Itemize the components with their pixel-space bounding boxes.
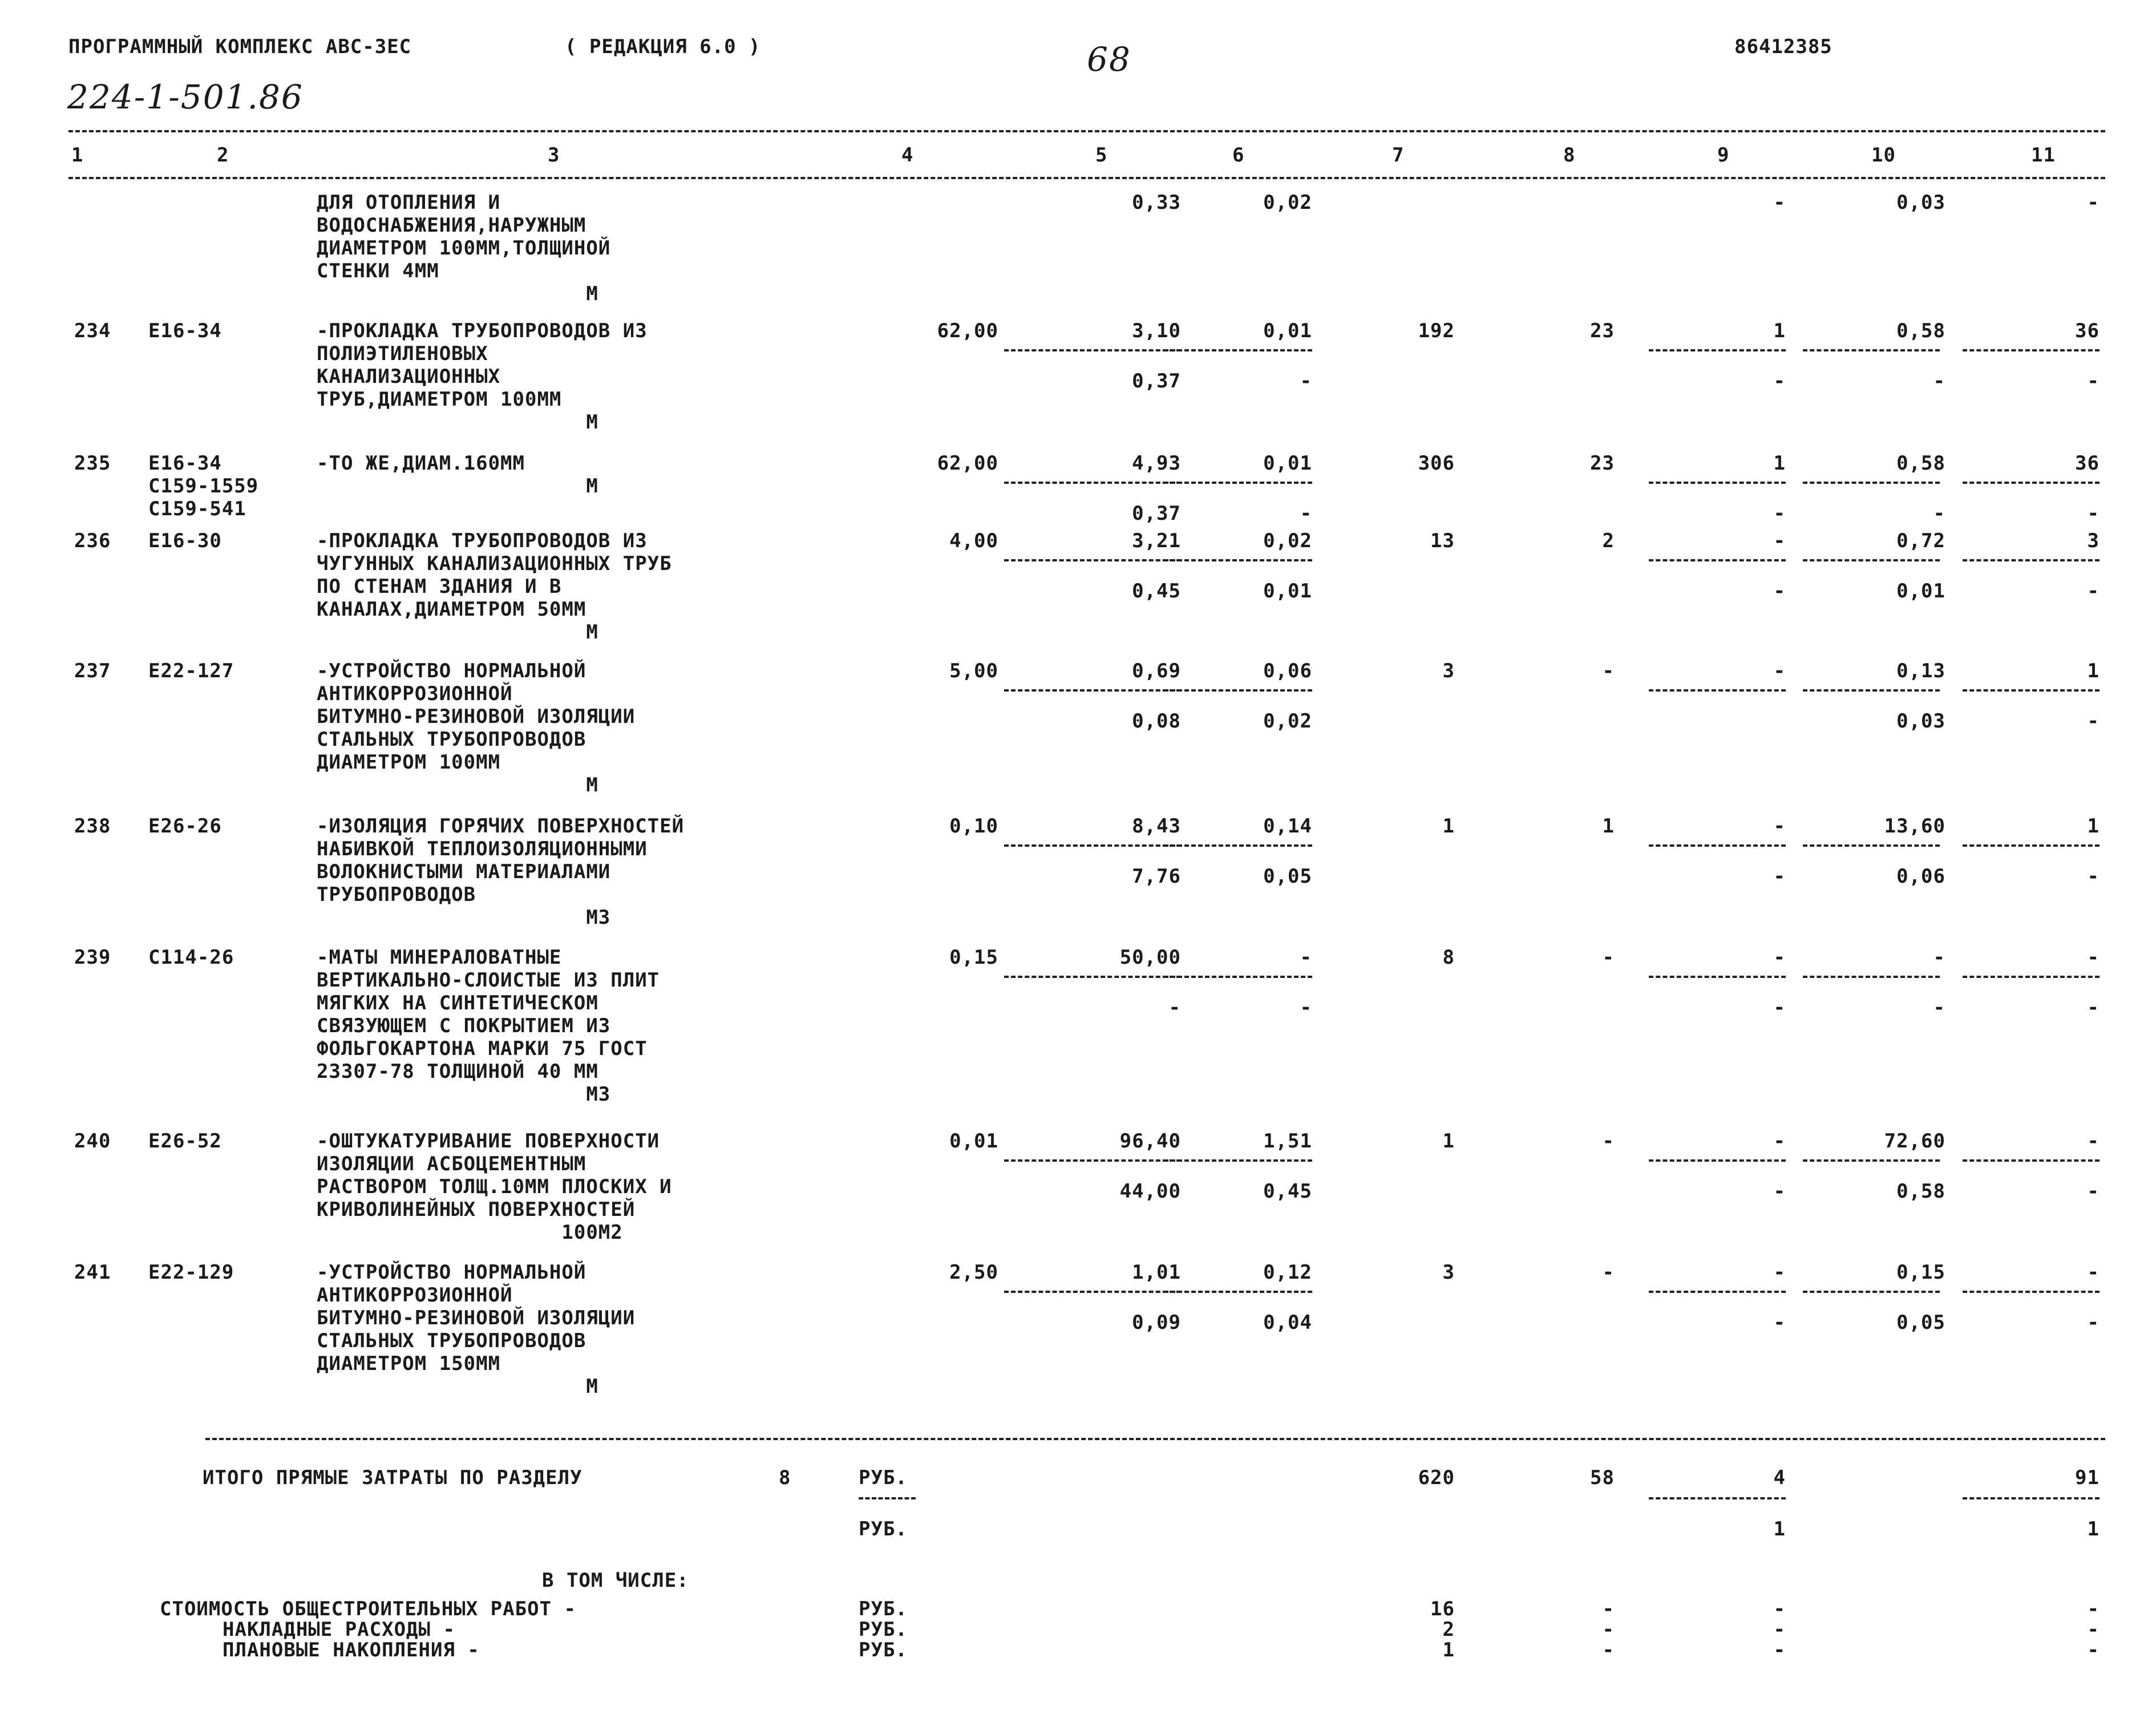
row-rule-c9 [1649, 844, 1786, 847]
row-code: Е26-52 [148, 1130, 222, 1153]
edition-label: ( РЕДАКЦИЯ 6.0 ) [565, 35, 761, 58]
totals-col9-b: 1 [1773, 1518, 1786, 1541]
row-c11b: - [2087, 996, 2100, 1019]
row-c9: - [1773, 1130, 1786, 1153]
row-code: Е16-34 [148, 320, 222, 342]
row-rule-c6 [1164, 559, 1312, 561]
row-c5b: 7,76 [1132, 865, 1181, 888]
row-c10b: 0,01 [1896, 580, 1945, 603]
row-rule-c6 [1164, 1291, 1312, 1293]
row-description: -МАТЫ МИНЕРАЛОВАТНЫЕ ВЕРТИКАЛЬНО-СЛОИСТЫЕ ИЗ ПЛИТ МЯГКИХ НА СИНТЕТИЧЕСКОМ СВЯЗУЮЩЕМ С ПОКРЫТИЕМ ИЗ ФОЛЬГОКАРТОНА МАРКИ 75 ГОСТ 23307-78 ТОЛЩИНОЙ 40 ММ М3 [317, 946, 660, 1106]
row-c5: 50,00 [1119, 946, 1181, 969]
row-rule-c10 [1803, 559, 1940, 561]
totals-line-col8: - [1602, 1618, 1615, 1641]
row-rule-c5 [1004, 349, 1181, 351]
row-c9b: - [1773, 370, 1786, 393]
project-number: 224-1-501.86 [67, 78, 304, 116]
row-c4: 4,00 [949, 529, 998, 552]
column-header-5: 5 [1095, 144, 1108, 167]
row-c5b: 0,37 [1132, 370, 1181, 393]
totals-line-col11: - [2087, 1598, 2100, 1620]
row-c9: - [1773, 946, 1786, 969]
totals-unit-2: РУБ. [859, 1518, 908, 1541]
row-rule-c10 [1803, 844, 1940, 847]
row-c10b: - [1933, 996, 1945, 1019]
row-c7: 8 [1442, 946, 1455, 969]
header-rule-top [68, 130, 2105, 132]
totals-col7: 620 [1418, 1466, 1455, 1489]
row-rule-c5 [1004, 482, 1181, 484]
row-description: -ТО ЖЕ,ДИАМ.160ММ М [317, 452, 598, 498]
row-rule-c5 [1004, 1291, 1181, 1293]
row-c6b: - [1300, 502, 1312, 525]
row-c11: - [2087, 946, 2100, 969]
row-c4: 0,15 [949, 946, 998, 969]
row-c11b: - [2087, 502, 2100, 525]
row-c8: 1 [1602, 815, 1615, 838]
row-rule-c11 [1963, 482, 2100, 484]
row-c8: 23 [1590, 452, 1615, 475]
row-c9: - [1773, 660, 1786, 682]
row-c4: 2,50 [949, 1261, 998, 1284]
row-code: Е22-127 [148, 660, 234, 682]
row-rule-c11 [1963, 559, 2100, 561]
row-c11: - [2087, 1261, 2100, 1284]
row-rule-c9 [1649, 559, 1786, 561]
row-c10: - [1933, 946, 1945, 969]
row-c8: - [1602, 1130, 1615, 1153]
totals-line-col7: 16 [1430, 1598, 1455, 1620]
column-header-9: 9 [1717, 144, 1730, 167]
row-description: -ПРОКЛАДКА ТРУБОПРОВОДОВ ИЗ ПОЛИЭТИЛЕНОВЫХ КАНАЛИЗАЦИОННЫХ ТРУБ,ДИАМЕТРОМ 100ММ М [317, 320, 648, 434]
column-header-1: 1 [71, 144, 84, 167]
row-rule-c11 [1963, 689, 2100, 692]
totals-unit: РУБ. [859, 1466, 908, 1489]
row-rule-c6 [1164, 1159, 1312, 1162]
row-c5: 0,33 [1132, 191, 1181, 214]
row-c11b: - [2087, 865, 2100, 888]
totals-col11: 91 [2075, 1466, 2100, 1489]
row-code: Е22-129 [148, 1261, 234, 1284]
row-c11: 3 [2087, 529, 2100, 552]
header-rule-bottom [68, 177, 2105, 179]
row-c9b: - [1773, 1311, 1786, 1334]
row-c9: - [1773, 815, 1786, 838]
row-c11b: - [2087, 370, 2100, 393]
row-c11: 36 [2075, 320, 2100, 342]
row-c10: 13,60 [1884, 815, 1945, 838]
row-rule-c10 [1803, 349, 1940, 351]
row-c9b: - [1773, 502, 1786, 525]
row-c9: 1 [1773, 452, 1786, 475]
row-rule-c6 [1164, 976, 1312, 978]
row-c10b: - [1933, 370, 1945, 393]
row-c7: 13 [1430, 529, 1455, 552]
row-rule-c9 [1649, 349, 1786, 351]
totals-including: В ТОМ ЧИСЛЕ: [542, 1569, 689, 1592]
row-c5b: 0,45 [1132, 580, 1181, 603]
totals-line-col11: - [2087, 1618, 2100, 1641]
row-c6b: 0,02 [1263, 710, 1312, 733]
row-c7: 3 [1442, 660, 1455, 682]
column-header-3: 3 [548, 144, 560, 167]
row-c11: 1 [2087, 815, 2100, 838]
row-code: Е26-26 [148, 815, 222, 838]
row-c7: 1 [1442, 815, 1455, 838]
row-code: С114-26 [148, 946, 234, 969]
column-header-4: 4 [901, 144, 914, 167]
row-rule-c10 [1803, 976, 1940, 978]
row-c8: - [1602, 660, 1615, 682]
row-c5b: - [1168, 996, 1181, 1019]
column-header-6: 6 [1232, 144, 1245, 167]
row-description: -ПРОКЛАДКА ТРУБОПРОВОДОВ ИЗ ЧУГУННЫХ КАНАЛИЗАЦИОННЫХ ТРУБ ПО СТЕНАМ ЗДАНИЯ И В КАНАЛАХ,ДИАМЕТРОМ 50ММ М [317, 529, 672, 644]
row-rule-c9 [1649, 482, 1786, 484]
row-c5b: 0,09 [1132, 1311, 1181, 1334]
row-rule-c10 [1803, 1291, 1940, 1293]
row-c10: 72,60 [1884, 1130, 1945, 1153]
row-c10: 0,58 [1896, 452, 1945, 475]
row-c10: 0,72 [1896, 529, 1945, 552]
row-number: 235 [74, 452, 111, 475]
row-c11b: - [2087, 1311, 2100, 1334]
totals-section: 8 [779, 1466, 791, 1489]
column-header-8: 8 [1563, 144, 1576, 167]
row-rule-c5 [1004, 689, 1181, 692]
page-number: 68 [1087, 40, 1131, 79]
row-c6: 0,14 [1263, 815, 1312, 838]
row-c6b: 0,01 [1263, 580, 1312, 603]
column-header-11: 11 [2031, 144, 2056, 167]
row-c9b: - [1773, 865, 1786, 888]
document-code: 86412385 [1734, 35, 1833, 58]
row-rule-c5 [1004, 559, 1181, 561]
row-number: 237 [74, 660, 111, 682]
row-c9: - [1773, 529, 1786, 552]
row-c6b: - [1300, 370, 1312, 393]
row-description: -ИЗОЛЯЦИЯ ГОРЯЧИХ ПОВЕРХНОСТЕЙ НАБИВКОЙ ТЕПЛОИЗОЛЯЦИОННЫМИ ВОЛОКНИСТЫМИ МАТЕРИАЛАМИ ТРУБОПРОВОДОВ М3 [317, 815, 685, 929]
row-c9b: - [1773, 1180, 1786, 1203]
row-c6b: 0,45 [1263, 1180, 1312, 1203]
row-c7: 192 [1418, 320, 1455, 342]
row-description: -ОШТУКАТУРИВАНИЕ ПОВЕРХНОСТИ ИЗОЛЯЦИИ АСБОЦЕМЕНТНЫМ РАСТВОРОМ ТОЛЩ.10ММ ПЛОСКИХ И КРИВОЛИНЕЙНЫХ ПОВЕРХНОСТЕЙ 100М2 [317, 1130, 672, 1244]
row-c9: - [1773, 1261, 1786, 1284]
row-c11: - [2087, 191, 2100, 214]
totals-label: ИТОГО ПРЯМЫЕ ЗАТРАТЫ ПО РАЗДЕЛУ [203, 1466, 583, 1489]
row-rule-c11 [1963, 349, 2100, 351]
row-c11b: - [2087, 580, 2100, 603]
row-rule-c6 [1164, 844, 1312, 847]
totals-col9: 4 [1773, 1466, 1786, 1489]
row-c10: 0,15 [1896, 1261, 1945, 1284]
row-number: 236 [74, 529, 111, 552]
row-c10: 0,03 [1896, 191, 1945, 214]
row-rule-c10 [1803, 1159, 1940, 1162]
row-rule-c11 [1963, 1159, 2100, 1162]
row-number: 239 [74, 946, 111, 969]
row-number: 241 [74, 1261, 111, 1284]
row-c6: 0,01 [1263, 320, 1312, 342]
row-c5: 1,01 [1132, 1261, 1181, 1284]
row-c11b: - [2087, 710, 2100, 733]
row-c10b: - [1933, 502, 1945, 525]
totals-col8: 58 [1590, 1466, 1615, 1489]
row-c9: - [1773, 191, 1786, 214]
row-c10: 0,58 [1896, 320, 1945, 342]
totals-col11-b: 1 [2087, 1518, 2100, 1541]
row-c6b: 0,04 [1263, 1311, 1312, 1334]
row-c10b: 0,06 [1896, 865, 1945, 888]
totals-line-col9: - [1773, 1598, 1786, 1620]
row-rule-c9 [1649, 976, 1786, 978]
totals-line-col8: - [1602, 1639, 1615, 1662]
row-c8: - [1602, 1261, 1615, 1284]
totals-line-col7: 2 [1442, 1618, 1455, 1641]
totals-line-label: ПЛАНОВЫЕ НАКОПЛЕНИЯ - [223, 1639, 480, 1662]
row-c6: 0,02 [1263, 191, 1312, 214]
row-c5: 96,40 [1119, 1130, 1181, 1153]
row-c5: 8,43 [1132, 815, 1181, 838]
row-c5: 0,69 [1132, 660, 1181, 682]
column-header-10: 10 [1871, 144, 1896, 167]
totals-line-col7: 1 [1442, 1639, 1455, 1662]
row-c10b: 0,03 [1896, 710, 1945, 733]
row-rule-c5 [1004, 1159, 1181, 1162]
row-rule-c11 [1963, 1291, 2100, 1293]
row-rule-c11 [1963, 976, 2100, 978]
totals-line-col8: - [1602, 1598, 1615, 1620]
row-c8: 2 [1602, 529, 1615, 552]
row-c6: 0,02 [1263, 529, 1312, 552]
row-rule-c9 [1649, 1159, 1786, 1162]
program-title: ПРОГРАММНЫЙ КОМПЛЕКС АВС-3ЕС [68, 35, 412, 58]
row-code: Е16-34 С159-1559 С159-541 [148, 452, 259, 520]
totals-line-unit: РУБ. [859, 1618, 908, 1641]
row-c10b: 0,05 [1896, 1311, 1945, 1334]
totals-col9-rule [1649, 1497, 1786, 1499]
row-c10b: 0,58 [1896, 1180, 1945, 1203]
row-c7: 306 [1418, 452, 1455, 475]
totals-line-col9: - [1773, 1639, 1786, 1662]
row-c6: 0,12 [1263, 1261, 1312, 1284]
totals-unit-rule [859, 1497, 916, 1499]
row-c5: 3,10 [1132, 320, 1181, 342]
row-number: 240 [74, 1130, 111, 1153]
totals-line-unit: РУБ. [859, 1598, 908, 1620]
row-code: Е16-30 [148, 529, 222, 552]
column-header-7: 7 [1392, 144, 1405, 167]
row-rule-c6 [1164, 482, 1312, 484]
row-c4: 62,00 [937, 452, 998, 475]
row-description: -УСТРОЙСТВО НОРМАЛЬНОЙ АНТИКОРРОЗИОННОЙ БИТУМНО-РЕЗИНОВОЙ ИЗОЛЯЦИИ СТАЛЬНЫХ ТРУБОПРОВОДОВ ДИАМЕТРОМ 150ММ М [317, 1261, 636, 1398]
row-c6: 0,01 [1263, 452, 1312, 475]
row-c9b: - [1773, 580, 1786, 603]
row-c7: 1 [1442, 1130, 1455, 1153]
row-rule-c9 [1649, 689, 1786, 692]
row-rule-c10 [1803, 689, 1940, 692]
row-c4: 5,00 [949, 660, 998, 682]
row-c9b: - [1773, 996, 1786, 1019]
row-rule-c6 [1164, 349, 1312, 351]
row-c6: - [1300, 946, 1312, 969]
totals-line-col11: - [2087, 1639, 2100, 1662]
row-c8: 23 [1590, 320, 1615, 342]
row-c11: 36 [2075, 452, 2100, 475]
row-c9: 1 [1773, 320, 1786, 342]
row-c5b: 44,00 [1119, 1180, 1181, 1203]
row-c7: 3 [1442, 1261, 1455, 1284]
row-rule-c6 [1164, 689, 1312, 692]
row-rule-c5 [1004, 976, 1181, 978]
row-description: ДЛЯ ОТОПЛЕНИЯ И ВОДОСНАБЖЕНИЯ,НАРУЖНЫМ ДИАМЕТРОМ 100ММ,ТОЛЩИНОЙ СТЕНКИ 4ММ М [317, 191, 611, 305]
row-c6: 0,06 [1263, 660, 1312, 682]
row-c11: 1 [2087, 660, 2100, 682]
totals-col11-rule [1963, 1497, 2100, 1499]
totals-line-label: СТОИМОСТЬ ОБЩЕСТРОИТЕЛЬНЫХ РАБОТ - [160, 1598, 576, 1620]
row-description: -УСТРОЙСТВО НОРМАЛЬНОЙ АНТИКОРРОЗИОННОЙ БИТУМНО-РЕЗИНОВОЙ ИЗОЛЯЦИИ СТАЛЬНЫХ ТРУБОПРОВОДОВ ДИАМЕТРОМ 100ММ М [317, 660, 636, 797]
row-c4: 0,01 [949, 1130, 998, 1153]
row-number: 238 [74, 815, 111, 838]
column-header-2: 2 [217, 144, 229, 167]
totals-line-label: НАКЛАДНЫЕ РАСХОДЫ - [223, 1618, 455, 1641]
totals-line-unit: РУБ. [859, 1639, 908, 1662]
row-c6: 1,51 [1263, 1130, 1312, 1153]
row-c4: 0,10 [949, 815, 998, 838]
row-c10: 0,13 [1896, 660, 1945, 682]
row-c6b: - [1300, 996, 1312, 1019]
row-c4: 62,00 [937, 320, 998, 342]
totals-rule [205, 1438, 2105, 1440]
row-number: 234 [74, 320, 111, 342]
row-c11: - [2087, 1130, 2100, 1153]
row-rule-c9 [1649, 1291, 1786, 1293]
row-c6b: 0,05 [1263, 865, 1312, 888]
row-c11b: - [2087, 1180, 2100, 1203]
row-c8: - [1602, 946, 1615, 969]
totals-line-col9: - [1773, 1618, 1786, 1641]
row-rule-c10 [1803, 482, 1940, 484]
row-c5: 3,21 [1132, 529, 1181, 552]
row-rule-c5 [1004, 844, 1181, 847]
row-c5b: 0,37 [1132, 502, 1181, 525]
row-rule-c11 [1963, 844, 2100, 847]
row-c5: 4,93 [1132, 452, 1181, 475]
row-c5b: 0,08 [1132, 710, 1181, 733]
